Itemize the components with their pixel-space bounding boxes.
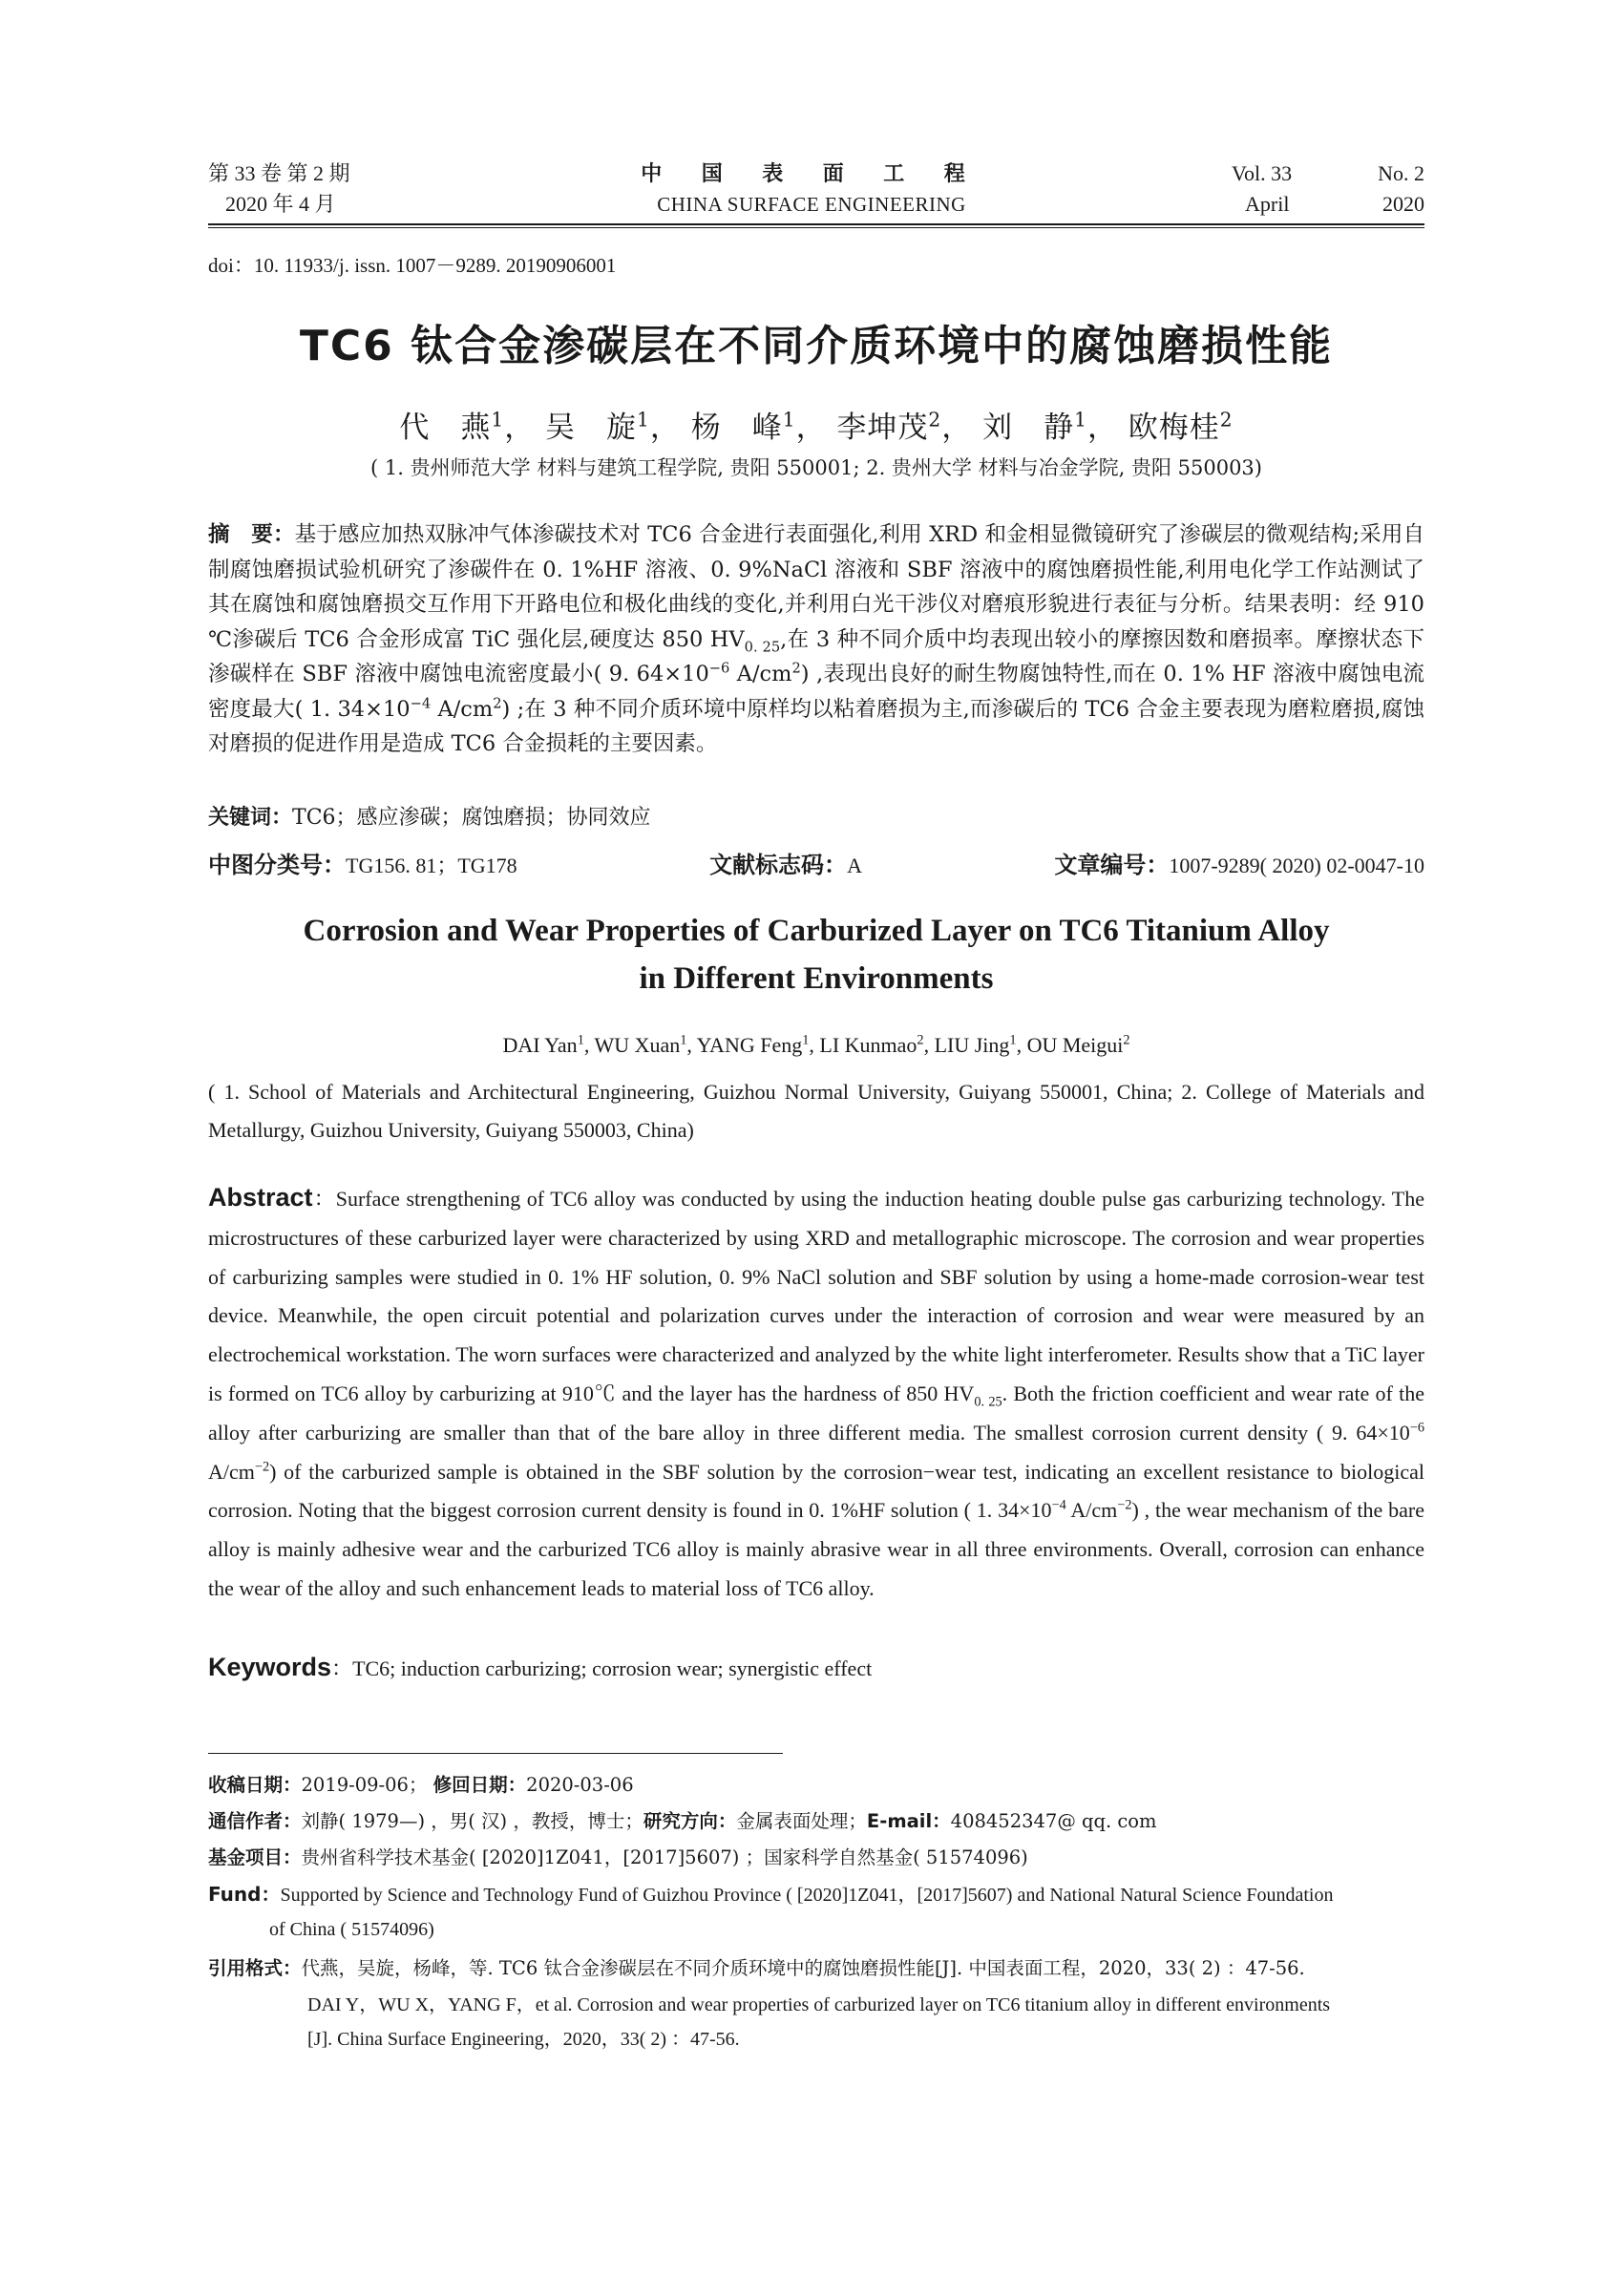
en-authors: DAI Yan$^1$, WU Xuan$^1$, YANG Feng$^1$, LI Kunmao$^2$, LIU Jing$^1$, OU Meigui$^2$ (502, 1032, 1130, 1057)
running-header-center (573, 158, 1050, 220)
author: 代 燕 (399, 411, 492, 445)
header-rule-thin (208, 227, 1424, 228)
author: OU Meigui (1026, 1033, 1124, 1057)
cn-affiliations: ( 1. 贵州师范大学 材料与建筑工程学院, 贵阳 550001; 2. 贵州大学 材料与冶金学院, 贵阳 550003) (370, 456, 1262, 479)
cn-journal-name: 中 国 表 面 工 程 (641, 161, 982, 185)
clc-number: 中图分类号：TG156. 81；TG178 (208, 852, 517, 878)
article-number: 文章编号：1007-9289( 2020) 02-0047-10 (1054, 852, 1424, 878)
issue-month: April (1245, 192, 1290, 216)
footnote-corresponding: 通信作者：刘静( 1979—) ，男( 汉) ，教授，博士；研究方向：金属表面处理；E-mail：408452347@ qq. com (208, 1810, 1157, 1832)
author: YANG Feng (696, 1033, 803, 1057)
author: 刘 静 (982, 411, 1075, 445)
footnote-fund-en: Fund：Supported by Science and Technology Fund of Guizhou Province ( [2020]1Z041，[2017]5607) and National Natural Science Foundation of China ( 51574096) (208, 1883, 1334, 1940)
issue-number: No. 2 (1378, 161, 1424, 185)
author: 李坤茂 (836, 411, 929, 445)
footnote-citation: 引用格式：代燕，吴旋，杨峰，等. TC6 钛合金渗碳层在不同介质环境中的腐蚀磨损性能[J]. 中国表面工程，2020，33( 2) ：47-56. (208, 1957, 1305, 1979)
en-affiliations: ( 1. School of Materials and Architectural Engineering, Guizhou Normal University, Guiyang 550001, China; 2. College of Materials and Metallurgy, Guizhou University, Guiyang 550003, China) (208, 1080, 1424, 1142)
email-link[interactable]: 408452347@ qq. com (950, 1810, 1157, 1832)
author: LIU Jing (934, 1033, 1010, 1057)
cn-abstract-label: 摘 要： (208, 522, 295, 547)
en-journal-name: CHINA SURFACE ENGINEERING (657, 193, 966, 216)
en-title: Corrosion and Wear Properties of Carburized Layer on TC6 Titanium Alloy in Different Environments (303, 914, 1330, 996)
footnote-dates: 收稿日期：2019-09-06； 修回日期：2020-03-06 (208, 1774, 634, 1796)
en-abstract-label: Abstract (208, 1183, 313, 1212)
author: 杨 峰 (690, 411, 783, 445)
footnote-citation-en: DAI Y，WU X，YANG F，et al. Corrosion and wear properties of carburized layer on TC6 titanium alloy in different environments [J]. China Surface Engineering，2020，33( 2) ：47-56. (307, 1994, 1331, 2050)
author: WU Xuan (594, 1033, 681, 1057)
classification-row (208, 846, 1424, 879)
author: 吴 旋 (545, 411, 638, 445)
running-header-right (1232, 158, 1424, 220)
doi: doi：10. 11933/j. issn. 1007－9289. 20190906001 (208, 254, 617, 277)
en-abstract: Abstract：Surface strengthening of TC6 alloy was conducted by using the induction heating double pulse gas carburizing technology. The microstructures of these carburized layer were characterized by using XRD and metallographic microscope. The corrosion and wear properties of carburizing samples were studied in 0. 1% HF solution, 0. 9% NaCl solution and SBF solution by using a home-made corrosion-wear test device. Meanwhile, the open circuit potential and polarization curves under the interaction of corrosion and wear were measured by an electrochemical workstation. The worn surfaces were characterized and analyzed by the white light interferometer. Results show that a TiC layer is formed on TC6 alloy by carburizing at 910℃ and the layer has the hardness of 850 $HV_{0. 25}$. Both the friction coefficient and wear rate of the alloy after carburizing are smaller than that of the bare alloy in three different media. The smallest corrosion current density ( 9. $64\times 10^{-6}$ $A/cm^{-2}$) of the carburized sample is obtained in the SBF solution by the corrosion−wear test, indicating an excellent resistance to biological corrosion. Noting that the biggest corrosion current density is found in 0. 1%HF solution ( 1. $34\times 10^{-4}$ $A/cm^{-2}$) , the wear mechanism of the bare alloy is mainly adhesive wear and the carburized TC6 alloy is mainly abrasive wear in all three environments. Overall, corrosion can enhance the wear of the alloy and such enhancement leads to material loss of TC6 alloy. (208, 1183, 1424, 1600)
cn-title: TC6 钛合金渗碳层在不同介质环境中的腐蚀磨损性能 (299, 322, 1334, 370)
author: LI Kunmao (819, 1033, 917, 1057)
header-rule (208, 223, 1424, 225)
issue-year: 2020 (1382, 192, 1424, 216)
cn-volume: 第 33 卷 第 2 期 (208, 161, 350, 185)
cn-keywords: 关键词：TC6；感应渗碳；腐蚀磨损；协同效应 (208, 806, 651, 830)
cn-authors: 代 燕$^1$， 吴 旋$^1$， 杨 峰$^1$， 李坤茂$^2$， 刘 静$^1$， 欧梅桂$^2$ (399, 408, 1234, 445)
volume-number: Vol. 33 (1232, 161, 1293, 185)
author: DAI Yan (502, 1033, 578, 1057)
running-header-left (208, 158, 350, 220)
en-keywords: Keywords：TC6; induction carburizing; corrosion wear; synergistic effect (208, 1653, 873, 1681)
author: 欧梅桂 (1128, 411, 1220, 445)
cn-date: 2020 年 4 月 (225, 192, 336, 216)
footnote-rule (208, 1753, 783, 1754)
footnote-fund-cn: 基金项目：贵州省科学技术基金( [2020]1Z041，[2017]5607) ；国家科学自然基金( 51574096) (208, 1846, 1028, 1868)
document-code: 文献标志码：A (709, 852, 862, 878)
cn-abstract: 摘 要：基于感应加热双脉冲气体渗碳技术对 TC6 合金进行表面强化,利用 XRD 和金相显微镜研究了渗碳层的微观结构;采用自制腐蚀磨损试验机研究了渗碳件在 0. 1%HF 溶液、0. 9%NaCl 溶液和 SBF 溶液中的腐蚀磨损性能,利用电化学工作站测试了其在腐蚀和腐蚀磨损交互作用下开路电位和极化曲线的变化,并利用白光干涉仪对磨痕形貌进行表征与分析。结果表明：经 910 ℃渗碳后 TC6 合金形成富 TiC 强化层,硬度达 850 $HV_{0. 25}$,在 3 种不同介质中均表现出较小的摩擦因数和磨损率。摩擦状态下渗碳样在 SBF 溶液中腐蚀电流密度最小( 9. $64\times 10^{-6}$ $A/cm^2$) ,表现出良好的耐生物腐蚀特性,而在 0. 1% HF 溶液中腐蚀电流密度最大( 1. $34\times 10^{-4}$ $A/cm^2$) ;在 3 种不同介质环境中原样均以粘着磨损为主,而渗碳后的 TC6 合金主要表现为磨粒磨损,腐蚀对磨损的促进作用是造成 TC6 合金损耗的主要因素。 (208, 522, 1425, 756)
